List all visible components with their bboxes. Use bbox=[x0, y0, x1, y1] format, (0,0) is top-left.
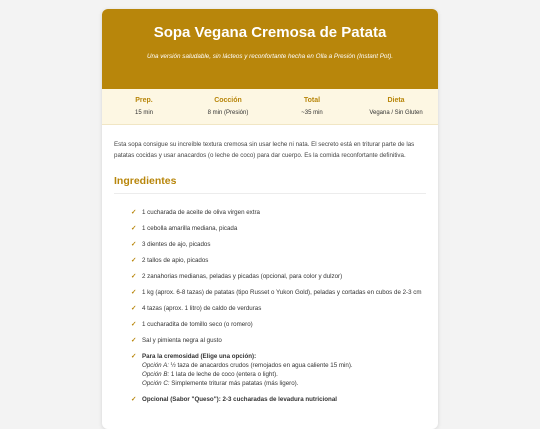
creaminess-option-c bbox=[142, 379, 422, 388]
ingredient-text: 2 tallos de apio, picados bbox=[142, 257, 209, 264]
ingredient-text: Sal y pimienta negra al gusto bbox=[142, 337, 222, 344]
check-icon: ✓ bbox=[131, 353, 137, 360]
creaminess-option-b bbox=[142, 370, 422, 379]
stat-value: 8 min (Presión) bbox=[207, 110, 249, 116]
list-item bbox=[131, 304, 426, 313]
creaminess-label: Para la cremosidad (Elige una opción): bbox=[142, 353, 257, 360]
ingredient-text: 1 kg (aprox. 6-8 tazas) de patatas (tipo Russet o Yukon Gold), peladas y cortadas en cubos de 2-3 cm bbox=[142, 289, 422, 296]
ingredient-text: 1 cucharadita de tomillo seco (o romero) bbox=[142, 321, 253, 328]
list-item bbox=[131, 272, 426, 281]
list-item bbox=[131, 256, 426, 265]
stat-value: 15 min bbox=[134, 110, 153, 116]
option-name: Opción A: bbox=[142, 362, 169, 369]
recipe-content bbox=[102, 125, 438, 404]
list-item bbox=[131, 395, 426, 404]
ingredient-text: 4 tazas (aprox. 1 litro) de caldo de verduras bbox=[142, 305, 262, 312]
stat-value: ~35 min bbox=[301, 110, 323, 116]
option-text: Simplemente triturar más patatas (más ligero). bbox=[169, 380, 299, 387]
option-text: 1 lata de leche de coco (entera o light). bbox=[169, 371, 278, 378]
stat-prep bbox=[102, 89, 186, 124]
list-item bbox=[131, 208, 426, 217]
recipe-intro: Esta sopa consigue su increíble textura cremosa sin usar leche ni nata. El secreto está en triturar parte de las patatas cocidas y usar anacardos (o leche de coco) para dar cuerpo. Es la comida reconfortante definitiva. bbox=[114, 141, 415, 159]
check-icon: ✓ bbox=[131, 225, 137, 232]
recipe-header bbox=[102, 9, 438, 89]
ingredient-text: 1 cebolla amarilla mediana, picada bbox=[142, 225, 238, 232]
creaminess-option-a bbox=[142, 361, 422, 370]
stat-label: Total bbox=[303, 97, 321, 104]
recipe-card bbox=[102, 9, 438, 429]
stat-label: Prep. bbox=[135, 97, 153, 104]
stat-label: Dieta bbox=[387, 97, 405, 104]
check-icon: ✓ bbox=[131, 289, 137, 296]
stat-label: Cocción bbox=[214, 97, 242, 104]
ingredient-text: Opcional (Sabor "Queso"): 2-3 cucharadas de levadura nutricional bbox=[142, 396, 337, 403]
check-icon: ✓ bbox=[131, 273, 137, 280]
ingredient-text: 2 zanahorias medianas, peladas y picadas (opcional, para color y dulzor) bbox=[142, 273, 343, 280]
stat-value: Vegana / Sin Gluten bbox=[369, 110, 423, 116]
check-icon: ✓ bbox=[131, 305, 137, 312]
check-icon: ✓ bbox=[131, 321, 137, 328]
option-name: Opción C: bbox=[142, 380, 170, 387]
ingredients-list bbox=[114, 208, 426, 404]
list-item bbox=[131, 320, 426, 329]
ingredient-text: 1 cucharada de aceite de oliva virgen extra bbox=[142, 209, 260, 216]
list-item-creaminess bbox=[131, 352, 426, 388]
list-item bbox=[131, 336, 426, 345]
list-item bbox=[131, 224, 426, 233]
recipe-stats bbox=[102, 89, 438, 125]
check-icon: ✓ bbox=[131, 257, 137, 264]
check-icon: ✓ bbox=[131, 241, 137, 248]
check-icon: ✓ bbox=[131, 337, 137, 344]
list-item bbox=[131, 240, 426, 249]
option-text: ½ taza de anacardos crudos (remojados en agua caliente 15 min). bbox=[168, 362, 353, 369]
check-icon: ✓ bbox=[131, 209, 137, 216]
ingredients-heading: Ingredientes bbox=[114, 175, 426, 194]
recipe-title: Sopa Vegana Cremosa de Patata bbox=[153, 24, 387, 41]
recipe-subtitle: Una versión saludable, sin lácteos y reconfortante hecha en Olla a Presión (Instant Pot). bbox=[146, 53, 394, 60]
stat-cook bbox=[186, 89, 270, 124]
ingredient-text: 3 dientes de ajo, picados bbox=[142, 241, 211, 248]
creaminess-block bbox=[142, 352, 426, 388]
stat-diet bbox=[354, 89, 438, 124]
stat-total bbox=[270, 89, 354, 124]
list-item bbox=[131, 288, 426, 297]
check-icon: ✓ bbox=[131, 396, 137, 403]
option-name: Opción B: bbox=[142, 371, 170, 378]
